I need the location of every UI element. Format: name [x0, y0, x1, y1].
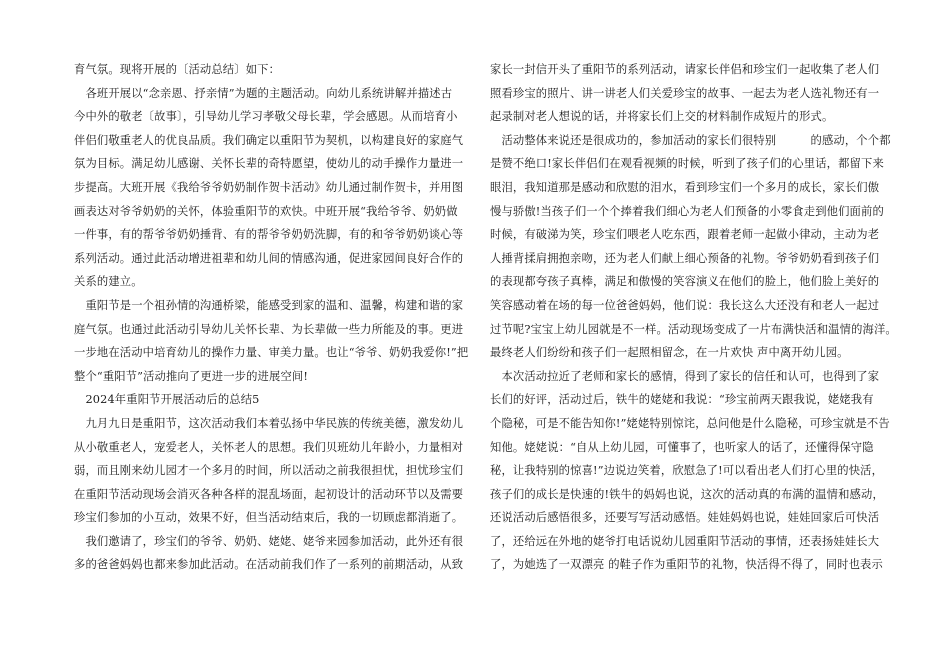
text-line: 长们的好评，活动过后，铁牛的姥姥和我说：“珍宝前两天跟我说，姥姥我有 [490, 393, 874, 407]
text-line: 一步地在活动中培育幼儿的操作力量、审美力量。也让“爷爷、奶奶我爱你!”把 [74, 346, 469, 360]
text-line: 慢与骄傲!当孩子们一个个捧着我们细心为老人们预备的小零食走到他们面前的 [490, 204, 884, 218]
text-line: 一件事，有的帮爷爷奶奶捶背、有的帮爷爷奶奶洗脚，有的和爷爷奶奶谈心等 [74, 228, 464, 242]
text-line: 知他。姥姥说：“自从上幼儿园，可懂事了，也听家人的话了，还懂得保守隐 [490, 440, 874, 454]
text-line: 今中外的敬老〔故事〕，引导幼儿学习孝敬父母长辈，学会感恩。从而培育小 [74, 110, 458, 124]
text-line: 家长一封信开头了重阳节的系列活动，请家长伴侣和珍宝们一起收集了老人们 [490, 63, 880, 76]
text-line: 弱，而且刚来幼儿园才一个多月的时间，所以活动之前我很担忧，担忧珍宝们 [74, 464, 464, 478]
text-line: 九月九日是重阳节，这次活动我们本着弘扬中华民族的传统美德，激发幼儿 [74, 416, 464, 430]
text-line: 了，为她选了一双漂亮 的鞋子作为重阳节的礼物，快活得不得了，同时也表示 [490, 558, 883, 572]
text-line: 是赞不绝口!家长伴侣们在观看视频的时候，听到了孩子们的心里话，都留下来 [490, 157, 884, 171]
text-line: 还说活动后感悟很多，还要写写活动感悟。娃娃妈妈也说，娃娃回家后可快活 [490, 511, 880, 525]
text-line: 秘，让我特别的惊喜!”边说边笑着，欣慰急了!可以看出老人们打心里的快活， [490, 464, 884, 478]
text-line: 从小敬重老人，宠爱老人，关怀老人的思想。我们贝班幼儿年龄小，力量相对 [74, 440, 464, 454]
text-line: 氛为目标。满足幼儿感谢、关怀长辈的奇特愿望，使幼儿的动手操作力量进一 [74, 157, 464, 171]
text-line: 系列活动。通过此活动增进祖辈和幼儿间的情感沟通，促进家园间良好合作的 [74, 251, 464, 265]
text-line: 育气氛。现将开展的〔活动总结〕如下： [74, 63, 281, 76]
right-column [490, 58, 897, 577]
text-line: 起录制对老人想说的话，并将家长们上交的材料制作成短片的形式。 [490, 110, 834, 124]
text-line: 最终老人们纷纷和孩子们一起照相留念，在一片欢快 声中离开幼儿园。 [490, 346, 849, 360]
text-line: 在重阳节活动现场会消灭各种各样的混乱场面，起初设计的活动环节以及需要 [74, 487, 464, 501]
text-line: 眼泪，我知道那是感动和欣慰的泪水，看到珍宝们一个多月的成长，家长们傲 [490, 180, 880, 194]
text-line: 人捶背揉肩拥抱亲吻，还为老人们献上细心预备的礼物。爷爷奶奶看到孩子们 [490, 251, 880, 265]
text-line: 伴侣们敬重老人的优良品质。我们确定以重阳节为契机，以构建良好的家庭气 [74, 133, 464, 147]
text-line: 本次活动拉近了老师和家长的感情，得到了家长的信任和认可，也得到了家 [490, 369, 880, 383]
text-line: 庭气氛。也通过此活动引导幼儿关怀长辈、为长辈做一些力所能及的事。更进 [74, 322, 464, 336]
text-line: 整个“重阳节”活动推向了更进一步的进展空间! [74, 369, 309, 383]
text-line: 活动整体来说还是很成功的，参加活动的家长们很特别 的感动，个个都 [490, 133, 891, 147]
text-line: 过节呢?宝宝上幼儿园就是不一样。活动现场变成了一片布满快活和温情的海洋。 [490, 322, 897, 336]
text-line: 个隐秘，可是不能告知你!”姥姥特别惊诧，总问他是什么隐秘，可珍宝就是不告 [490, 416, 890, 430]
left-column [74, 58, 469, 577]
text-line: 画表达对爷爷奶奶的关怀，体验重阳节的欢快。中班开展“我给爷爷、奶奶做 [74, 204, 458, 218]
text-line: 2024年重阳节开展活动后的总结5 [74, 393, 260, 407]
text-line: 的表现都夸孩子真棒，满足和傲慢的笑容演义在他们的脸上，他们脸上美好的 [490, 275, 880, 289]
text-line: 时候，有破涕为笑，珍宝们喂老人吃东西，跟着老师一起做小律动，主动为老 [490, 228, 880, 242]
text-line: 步提高。大班开展《我给爷爷奶奶制作贺卡活动》幼儿通过制作贺卡，并用图 [74, 180, 464, 194]
text-line: 孩子们的成长是快速的!铁牛的妈妈也说，这次的活动真的布满的温情和感动， [490, 487, 884, 501]
text-line: 照看珍宝的照片、讲一讲老人们关爱珍宝的故事、一起去为老人选礼物还有一 [490, 86, 880, 100]
text-line: 重阳节是一个祖孙情的沟通桥梁，能感受到家的温和、温馨，构建和谐的家 [74, 298, 464, 312]
text-line: 了，还给远在外地的姥爷打电话说幼儿园重阳节活动的事情，还表扬娃娃长大 [490, 534, 880, 548]
text-line: 笑容感动着在场的每一位爸爸妈妈，他们说：我长这么大还没有和老人一起过 [490, 298, 880, 312]
text-line: 各班开展以“念亲恩、抒亲情”为题的主题活动。向幼儿系统讲解并描述古 [74, 86, 453, 100]
text-line: 多的爸爸妈妈也都来参加此活动。在活动前我们作了一系列的前期活动，从致 [74, 558, 464, 572]
text-line: 我们邀请了，珍宝们的爷爷、奶奶、姥姥、姥爷来园参加活动，此外还有很 [74, 534, 464, 548]
text-line: 珍宝们参加的小互动，效果不好，但当活动结束后，我的一切顾虑都消逝了。 [74, 511, 464, 525]
text-line: 关系的建立。 [74, 275, 143, 289]
